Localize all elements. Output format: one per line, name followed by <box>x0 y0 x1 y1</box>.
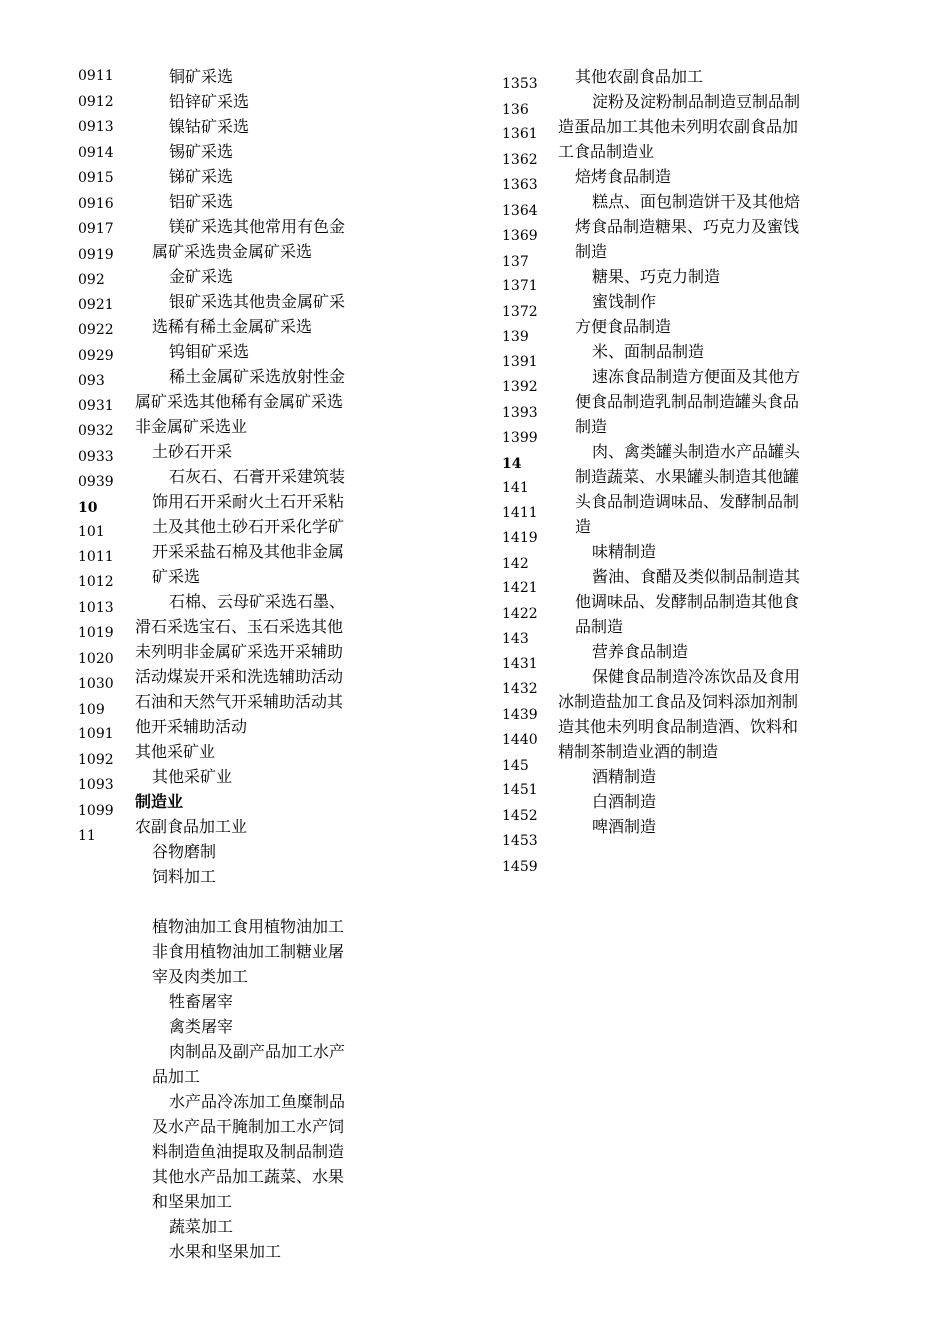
industry-code: 1013 <box>78 599 114 616</box>
industry-name: 淀粉及淀粉制品制造豆制品制 <box>592 92 801 111</box>
industry-name: 水产品冷冻加工鱼糜制品 <box>169 1092 346 1111</box>
section-heading: 制造业 <box>135 792 184 811</box>
industry-name: 铝矿采选 <box>169 192 234 211</box>
industry-name: 肉制品及副产品加工水产 <box>169 1042 346 1061</box>
industry-code: 1099 <box>78 802 114 819</box>
industry-code: 101 <box>78 524 105 540</box>
industry-name: 营养食品制造 <box>592 642 689 661</box>
industry-code: 1371 <box>502 278 538 294</box>
industry-code: 0933 <box>78 448 114 465</box>
industry-name: 糕点、面包制造饼干及其他焙 <box>592 192 801 211</box>
industry-name: 保健食品制造冷冻饮品及食用 <box>592 667 801 686</box>
industry-code: 1019 <box>78 625 114 641</box>
industry-code: 1020 <box>78 650 114 667</box>
industry-name: 石棉、云母矿采选石墨、 <box>169 592 346 611</box>
industry-name: 烤食品制造糖果、巧克力及蜜饯 <box>575 217 800 236</box>
industry-name: 速冻食品制造方便面及其他方 <box>592 367 801 386</box>
industry-code: 1362 <box>502 151 538 168</box>
industry-code: 1391 <box>502 353 538 370</box>
industry-code: 139 <box>502 329 529 345</box>
industry-name: 及水产品干腌制加工水产饲 <box>152 1117 345 1136</box>
industry-name: 银矿采选其他贵金属矿采 <box>169 292 346 311</box>
industry-name: 其他采矿业 <box>152 767 233 786</box>
industry-code: 1353 <box>502 76 538 92</box>
industry-name: 制造蔬菜、水果罐头制造其他罐 <box>575 467 800 486</box>
industry-code: 0913 <box>78 119 114 135</box>
industry-name: 铜矿采选 <box>169 67 234 86</box>
industry-name: 工食品制造业 <box>558 142 655 161</box>
industry-code: 1363 <box>502 177 538 193</box>
industry-code: 1364 <box>502 202 538 219</box>
industry-code: 14 <box>502 455 522 472</box>
industry-name: 活动煤炭开采和洗选辅助活动 <box>135 667 344 686</box>
industry-code: 141 <box>502 480 529 496</box>
industry-name: 造 <box>575 517 592 536</box>
industry-name: 其他农副食品加工 <box>575 67 704 86</box>
industry-code: 0932 <box>78 423 114 439</box>
industry-code: 145 <box>502 757 529 774</box>
industry-code: 1422 <box>502 605 538 622</box>
industry-name: 石油和天然气开采辅助活动其 <box>135 692 344 711</box>
industry-code: 142 <box>502 555 529 572</box>
industry-name: 饲料加工 <box>152 867 217 886</box>
industry-code: 1432 <box>502 681 538 697</box>
industry-name: 稀土金属矿采选放射性金 <box>169 367 346 386</box>
industry-code: 1419 <box>502 530 538 546</box>
left-name-column <box>135 64 359 1264</box>
industry-name: 矿采选 <box>152 567 201 586</box>
industry-code: 0915 <box>78 170 114 186</box>
industry-code: 10 <box>78 499 98 516</box>
industry-code: 1369 <box>502 228 538 244</box>
industry-code: 093 <box>78 373 105 389</box>
industry-name: 酱油、食醋及类似制品制造其 <box>592 567 801 586</box>
industry-name: 蔬菜加工 <box>169 1217 234 1236</box>
industry-code: 1012 <box>78 574 114 590</box>
industry-code: 1411 <box>502 504 538 521</box>
right-code-column-clip <box>502 76 542 1258</box>
industry-name: 水果和坚果加工 <box>169 1242 282 1261</box>
industry-code: 1011 <box>78 548 114 565</box>
industry-name: 头食品制造调味品、发酵制品制 <box>575 492 800 511</box>
industry-code: 1091 <box>78 726 114 742</box>
industry-code: 109 <box>78 701 105 718</box>
industry-name: 造蛋品加工其他未列明农副食品加 <box>558 117 799 136</box>
industry-name <box>135 889 359 914</box>
industry-name: 属矿采选其他稀有金属矿采选 <box>135 392 344 411</box>
industry-name: 未列明非金属矿采选开采辅助 <box>135 642 344 661</box>
industry-name: 精制茶制造业酒的制造 <box>558 742 719 761</box>
industry-name: 铅锌矿采选 <box>169 92 250 111</box>
industry-code: 0914 <box>78 144 114 161</box>
industry-name: 非食用植物油加工制糖业屠 <box>152 942 345 961</box>
industry-name: 制造 <box>575 242 608 261</box>
right-code-column <box>502 76 538 884</box>
industry-name: 锡矿采选 <box>169 142 234 161</box>
industry-code: 1361 <box>502 126 538 142</box>
industry-code: 1393 <box>502 404 538 421</box>
industry-name: 其他采矿业 <box>135 742 216 761</box>
industry-name: 钨钼矿采选 <box>169 342 250 361</box>
industry-name: 选稀有稀土金属矿采选 <box>152 317 313 336</box>
industry-code: 1452 <box>502 807 538 824</box>
industry-code: 1399 <box>502 430 538 446</box>
industry-name: 农副食品加工业 <box>135 817 248 836</box>
industry-name: 方便食品制造 <box>575 317 672 336</box>
industry-name: 品加工 <box>152 1067 201 1086</box>
industry-name: 白酒制造 <box>592 792 657 811</box>
industry-name: 禽类屠宰 <box>169 1017 234 1036</box>
industry-code: 0931 <box>78 397 114 414</box>
industry-code: 1431 <box>502 655 538 672</box>
industry-code: 0916 <box>78 195 114 212</box>
industry-name: 镍钴矿采选 <box>169 117 250 136</box>
industry-name: 啤酒制造 <box>592 817 657 836</box>
industry-code: 11 <box>78 828 96 844</box>
industry-name: 滑石采选宝石、玉石采选其他 <box>135 617 344 636</box>
industry-code: 1092 <box>78 751 114 768</box>
industry-name: 米、面制品制造 <box>592 342 705 361</box>
industry-name: 他调味品、发酵制品制造其他食 <box>575 592 800 611</box>
industry-name: 焙烤食品制造 <box>575 167 672 186</box>
industry-code: 1440 <box>502 732 538 748</box>
industry-code: 0939 <box>78 474 114 490</box>
industry-code: 0921 <box>78 296 114 313</box>
industry-code: 0929 <box>78 347 114 364</box>
industry-code: 1421 <box>502 580 538 596</box>
industry-code: 0919 <box>78 246 114 263</box>
industry-name: 便食品制造乳制品制造罐头食品 <box>575 392 800 411</box>
industry-name: 肉、禽类罐头制造水产品罐头 <box>592 442 801 461</box>
right-name-column <box>558 64 816 839</box>
industry-name: 品制造 <box>575 617 624 636</box>
industry-name: 谷物磨制 <box>152 842 217 861</box>
industry-code: 1453 <box>502 833 538 849</box>
industry-name: 金矿采选 <box>169 267 234 286</box>
industry-name: 制造 <box>575 417 608 436</box>
industry-code: 0917 <box>78 221 114 237</box>
industry-code: 137 <box>502 253 529 270</box>
industry-name: 植物油加工食用植物油加工 <box>152 917 345 936</box>
industry-name: 和坚果加工 <box>152 1192 233 1211</box>
industry-name: 锑矿采选 <box>169 167 234 186</box>
left-code-column <box>78 68 114 853</box>
industry-name: 蜜饯制作 <box>592 292 657 311</box>
industry-code: 1459 <box>502 858 538 875</box>
industry-name: 土砂石开采 <box>152 442 233 461</box>
industry-code: 1392 <box>502 379 538 395</box>
industry-name: 造其他未列明食品制造酒、饮料和 <box>558 717 799 736</box>
industry-code: 136 <box>502 101 529 118</box>
industry-code: 0911 <box>78 68 114 84</box>
industry-name: 宰及肉类加工 <box>152 967 249 986</box>
industry-code: 143 <box>502 631 529 647</box>
industry-name: 其他水产品加工蔬菜、水果 <box>152 1167 345 1186</box>
industry-code: 1451 <box>502 782 538 798</box>
industry-name: 糖果、巧克力制造 <box>592 267 721 286</box>
industry-name: 冰制造盐加工食品及饲料添加剂制 <box>558 692 799 711</box>
industry-name: 开采采盐石棉及其他非金属 <box>152 542 345 561</box>
industry-code: 1093 <box>78 777 114 793</box>
industry-name: 料制造鱼油提取及制品制造 <box>152 1142 345 1161</box>
industry-name: 味精制造 <box>592 542 657 561</box>
industry-code: 1372 <box>502 303 538 320</box>
industry-code: 1439 <box>502 706 538 723</box>
industry-name: 牲畜屠宰 <box>169 992 234 1011</box>
industry-name: 属矿采选贵金属矿采选 <box>152 242 313 261</box>
industry-name: 镁矿采选其他常用有色金 <box>169 217 346 236</box>
industry-code: 1030 <box>78 676 114 692</box>
industry-code: 0922 <box>78 322 114 338</box>
industry-name: 酒精制造 <box>592 767 657 786</box>
industry-name: 他开采辅助活动 <box>135 717 248 736</box>
left-code-column-clip <box>78 68 118 1266</box>
industry-code: 0912 <box>78 93 114 110</box>
industry-name: 土及其他土砂石开采化学矿 <box>152 517 345 536</box>
industry-name: 非金属矿采选业 <box>135 417 248 436</box>
industry-code: 092 <box>78 272 105 288</box>
industry-name: 饰用石开采耐火土石开采粘 <box>152 492 345 511</box>
industry-name: 石灰石、石膏开采建筑装 <box>169 467 346 486</box>
